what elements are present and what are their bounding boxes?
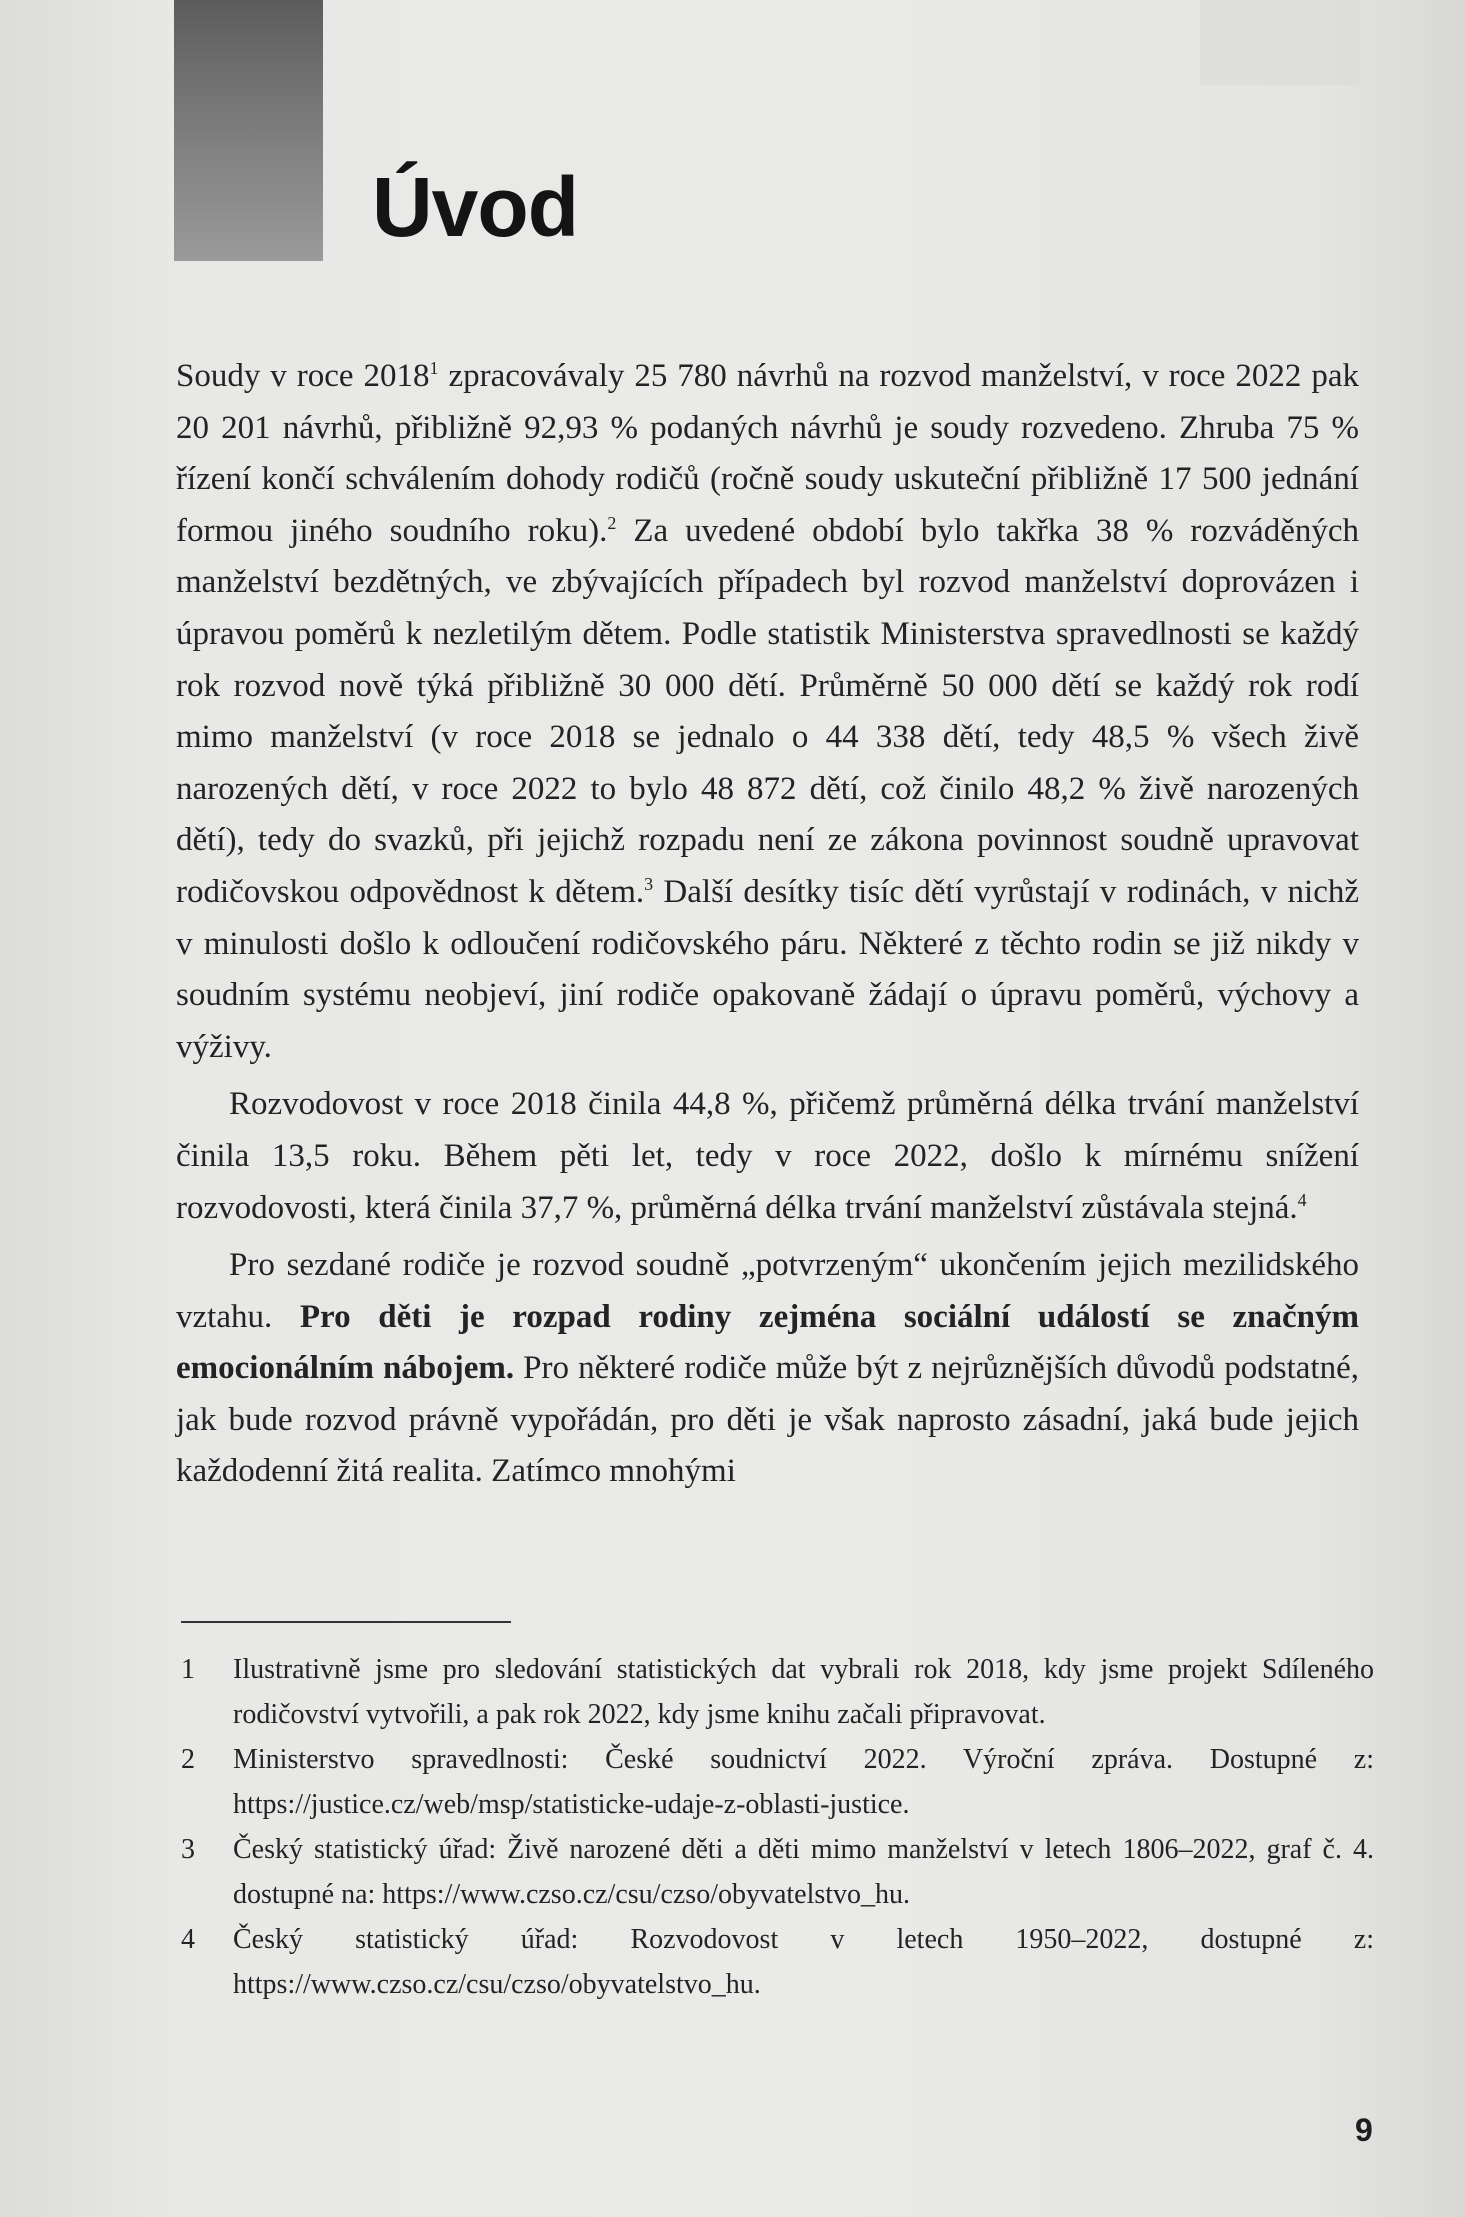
footnote-ref-2[interactable]: 2 — [607, 512, 617, 533]
footnotes — [181, 1648, 1374, 2008]
paragraph-2: Rozvodovost v roce 2018 činila 44,8 %, přičemž průměrná délka trvání manželství činila 13,5 roku. Během pěti let, tedy v roce 2022, došlo k mírnému snížení rozvodovosti, která činila 37,7 %, průměrná délka trvání manželství zůstávala stejná.$^4$ — [176, 1086, 1359, 1226]
bleed-through-shadow — [1200, 0, 1360, 85]
footnote-text: Ministerstvo spravedlnosti: České soudnictví 2022. Výroční zpráva. Dostupné z: https://justice.cz/web/msp/statisticke-udaje-z-oblasti-justice. — [233, 1744, 1374, 1820]
body-text — [176, 351, 1359, 1498]
footnote-4 — [181, 1918, 1374, 2007]
footnote-ref-3[interactable]: 3 — [644, 873, 654, 894]
chapter-title: Úvod — [372, 160, 578, 254]
footnote-number: 1 — [181, 1654, 195, 1685]
footnote-number: 2 — [181, 1744, 195, 1775]
footnote-number: 3 — [181, 1834, 195, 1865]
footnote-text: Český statistický úřad: Živě narozené děti a děti mimo manželství v letech 1806–2022, graf č. 4. dostupné na: https://www.czso.cz/csu/czso/obyvatelstvo_hu. — [233, 1834, 1374, 1910]
paragraph-1: Soudy v roce 2018$^1$ zpracovávaly 25 780 návrhů na rozvod manželství, v roce 2022 pak 20 201 návrhů, přibližně 92,93 % podaných návrhů je soudy rozvedeno. Zhruba 75 % řízení končí schválením dohody rodičů (ročně soudy uskuteční přibližně 17 500 jednání formou jiného soudního roku).$^2$ Za uvedené období bylo takřka 38 % rozváděných manželství bezdětných, ve zbývajících případech byl rozvod manželství doprovázen i úpravou poměrů k nezletilým dětem. Podle statistik Ministerstva spravedlnosti se každý rok rozvod nově týká přibližně 30 000 dětí. Průměrně 50 000 dětí se každý rok rodí mimo manželství (v roce 2018 se jednalo o 44 338 dětí, tedy 48,5 % všech živě narozených dětí, v roce 2022 to bylo 48 872 dětí, což činilo 48,2 % živě narozených dětí), tedy do svazků, při jejichž rozpadu není ze zákona povinnost soudně upravovat rodičovskou odpovědnost k dětem.$^3$ Další desítky tisíc dětí vyrůstají v rodinách, v nichž v minulosti došlo k odloučení rodičovského páru. Některé z těchto rodin se již nikdy v soudním systému neobjeví, jiní rodiče opakovaně žádají o úpravu poměrů, výchovy a výživy. — [176, 358, 1359, 1065]
page-number: 9 — [1355, 2112, 1373, 2148]
paragraph-3: Pro sezdané rodiče je rozvod soudně „potvrzeným“ ukončením jejich mezilidského vztahu. Pro děti je rozpad rodiny zejména sociální událostí se značným emocionálním nábojem. Pro některé rodiče může být z nejrůznějších důvodů podstatné, jak bude rozvod právně vypořádán, pro děti je však naprosto zásadní, jaká bude jejich každodenní žitá realita. Zatímco mnohými — [176, 1247, 1359, 1490]
footnote-ref-4[interactable]: 4 — [1297, 1189, 1307, 1210]
footnote-number: 4 — [181, 1924, 195, 1955]
footnote-2 — [181, 1738, 1374, 1827]
footnote-text: Ilustrativně jsme pro sledování statistických dat vybrali rok 2018, kdy jsme projekt Sdíleného rodičovství vytvořili, a pak rok 2022, kdy jsme knihu začali připravovat. — [233, 1654, 1374, 1730]
footnote-1 — [181, 1648, 1374, 1737]
footnote-separator — [181, 1621, 511, 1623]
footnote-ref-1[interactable]: 1 — [429, 358, 439, 378]
emphasis-text: Pro děti je rozpad rodiny zejména sociální událostí se značným emocionálním nábojem. — [176, 1298, 1359, 1387]
chapter-marker-bar — [174, 0, 323, 261]
footnote-3 — [181, 1828, 1374, 1917]
footnote-text: Český statistický úřad: Rozvodovost v letech 1950–2022, dostupné z: https://www.czso.cz/csu/czso/obyvatelstvo_hu. — [233, 1924, 1374, 2000]
